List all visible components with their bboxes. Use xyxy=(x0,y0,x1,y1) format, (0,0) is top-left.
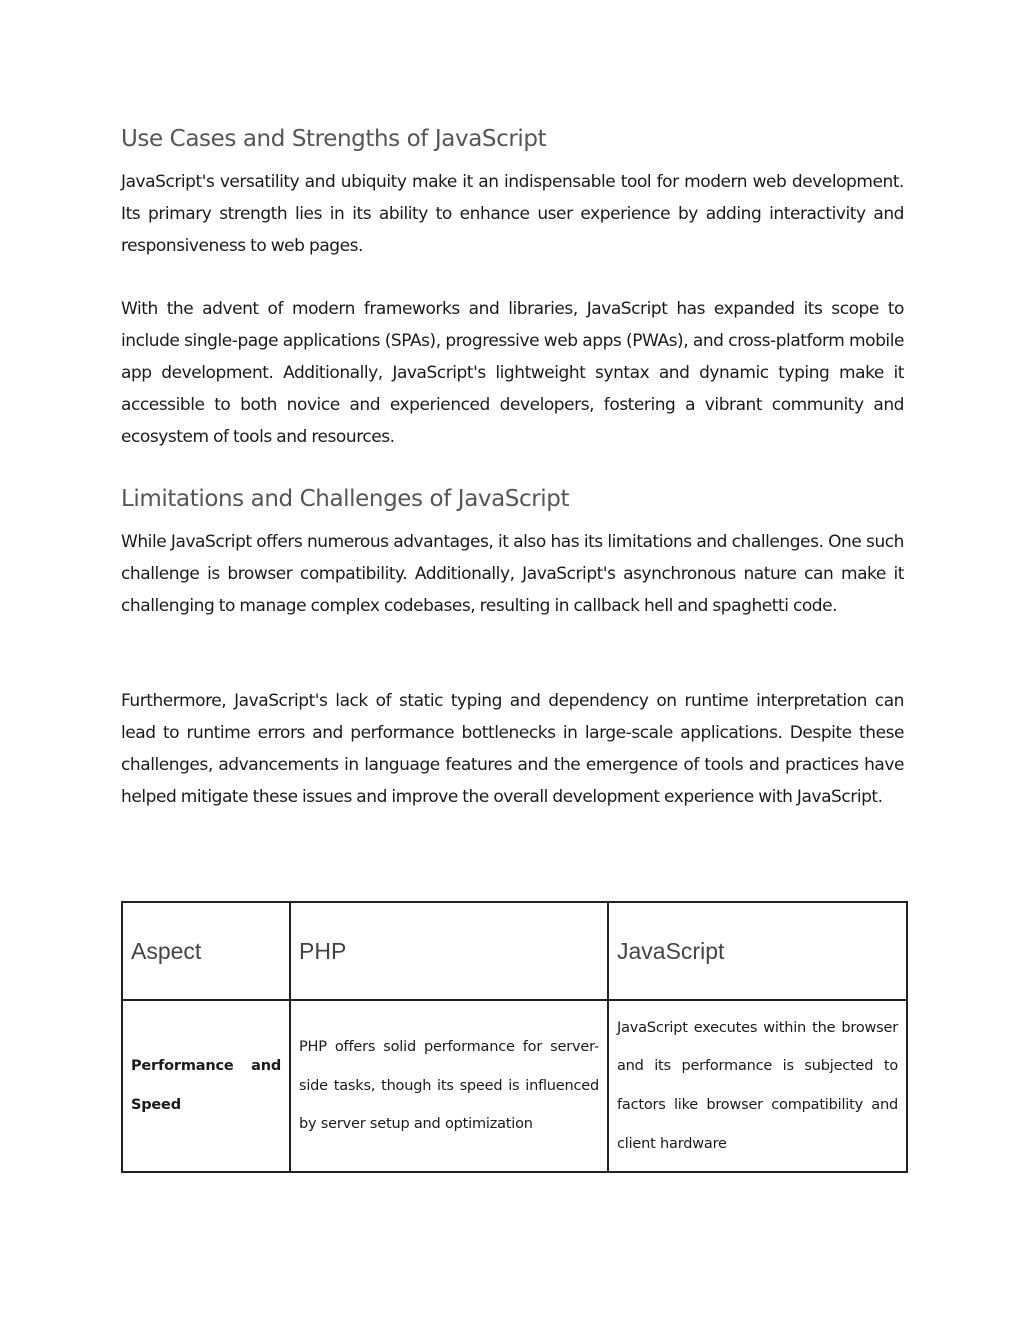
cell-aspect: Performance and Speed xyxy=(122,1000,290,1172)
paragraph-frameworks: With the advent of modern frameworks and libraries, JavaScript has expanded its scope to include single-page applications (SPAs), progressive web apps (PWAs), and cross-platform mobile app development. Additionally, JavaScript's lightweight syntax and dynamic typing make it accessible to both novice and experienced developers, fostering a vibrant community and ecosystem of tools and resources. xyxy=(121,299,904,447)
header-javascript: JavaScript xyxy=(608,902,907,1000)
header-aspect: Aspect xyxy=(122,902,290,1000)
section-heading-limitations: Limitations and Challenges of JavaScript xyxy=(121,486,570,512)
table-row xyxy=(122,1000,907,1172)
paragraph-versatility: JavaScript's versatility and ubiquity make it an indispensable tool for modern web development. Its primary strength lies in its ability to enhance user experience by adding interactivity and responsiveness to web pages. xyxy=(121,172,904,256)
comparison-table xyxy=(121,901,908,1173)
table-header-row xyxy=(122,902,907,1000)
section-heading-use-cases: Use Cases and Strengths of JavaScript xyxy=(121,126,547,152)
paragraph-limitations: While JavaScript offers numerous advantages, it also has its limitations and challenges. One such challenge is browser compatibility. Additionally, JavaScript's asynchronous nature can make it challenging to manage complex codebases, resulting in callback hell and spaghetti code. xyxy=(121,532,904,616)
header-php: PHP xyxy=(290,902,608,1000)
paragraph-static-typing: Furthermore, JavaScript's lack of static typing and dependency on runtime interpretation can lead to runtime errors and performance bottlenecks in large-scale applications. Despite these challenges, advancements in language features and the emergence of tools and practices have helped mitigate these issues and improve the overall development experience with JavaScript. xyxy=(121,691,904,807)
cell-php: PHP offers solid performance for server-side tasks, though its speed is influenced by server setup and optimization xyxy=(290,1000,608,1172)
cell-javascript: JavaScript executes within the browser and its performance is subjected to factors like browser compatibility and client hardware xyxy=(608,1000,907,1172)
